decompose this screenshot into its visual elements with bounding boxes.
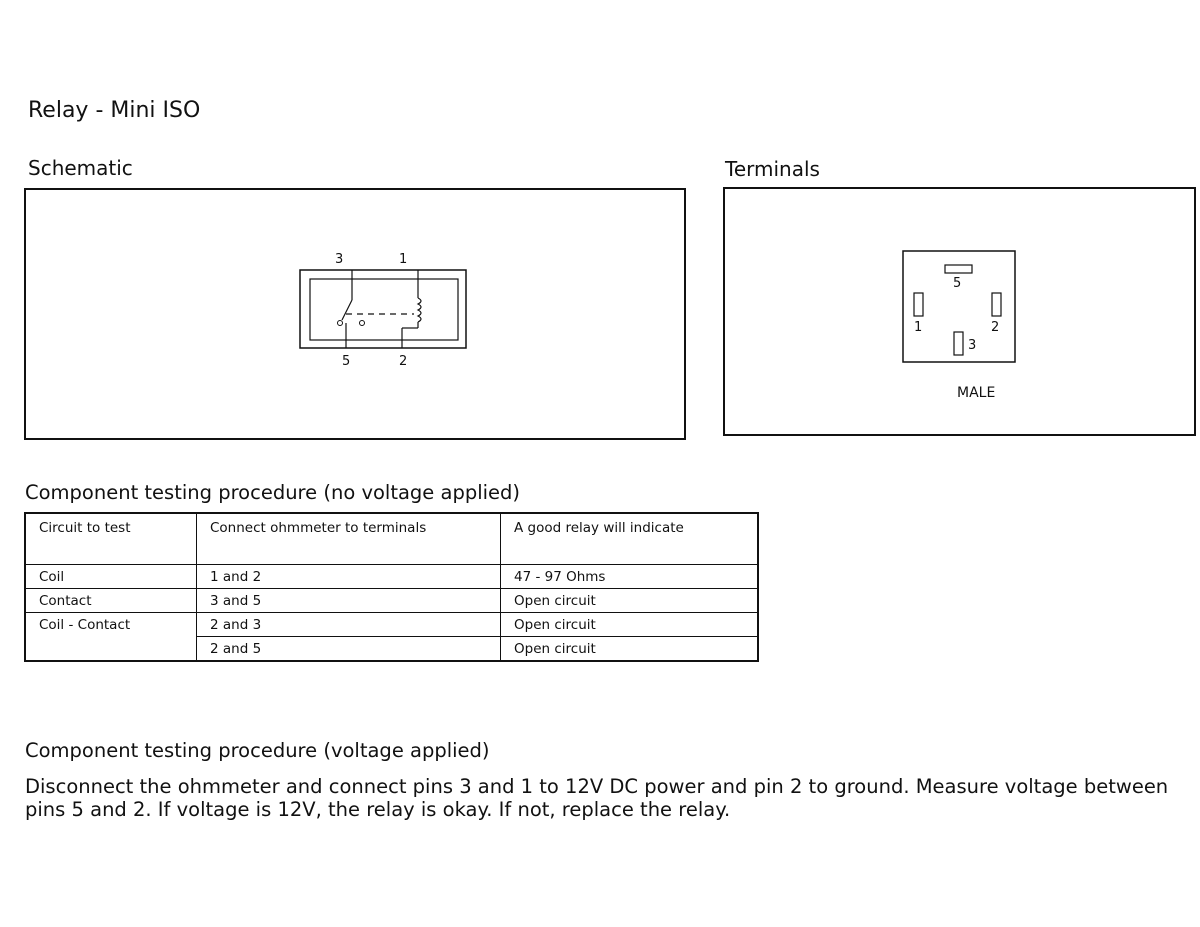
- terminal-3-label: 3: [968, 338, 977, 353]
- schematic-pin-1-label: 1: [399, 252, 408, 267]
- ohmmeter-test-table: [24, 512, 759, 662]
- cell-circuit: Coil: [25, 565, 197, 589]
- cell-terminals: 3 and 5: [197, 589, 501, 613]
- table-row: [25, 589, 758, 613]
- terminal-3-blade: [954, 332, 963, 355]
- column-header-result: A good relay will indicate: [501, 513, 759, 565]
- schematic-pin-3-label: 3: [335, 252, 344, 267]
- cell-result: Open circuit: [501, 613, 759, 637]
- terminal-5-label: 5: [953, 276, 962, 291]
- voltage-procedure-title: Component testing procedure (voltage applied): [25, 739, 490, 762]
- connector-outline: [903, 251, 1015, 362]
- relay-outer-outline: [300, 270, 466, 348]
- terminals-heading: Terminals: [725, 157, 820, 181]
- cell-terminals: 1 and 2: [197, 565, 501, 589]
- switch-contact-left: [338, 321, 343, 326]
- schematic-pin-5-label: 5: [342, 354, 351, 369]
- terminals-panel: [723, 187, 1196, 436]
- terminal-5-blade: [945, 265, 972, 273]
- cell-circuit: [25, 637, 197, 662]
- switch-contact-right: [360, 321, 365, 326]
- terminal-2-label: 2: [991, 320, 1000, 335]
- cell-result: Open circuit: [501, 589, 759, 613]
- terminal-2-blade: [992, 293, 1001, 316]
- cell-result: 47 - 97 Ohms: [501, 565, 759, 589]
- table-header-row: [25, 513, 758, 565]
- schematic-panel: [24, 188, 686, 440]
- schematic-pin-2-label: 2: [399, 354, 408, 369]
- cell-circuit: Coil - Contact: [25, 613, 197, 637]
- relay-terminal-diagram: [725, 189, 1194, 434]
- table-row: [25, 613, 758, 637]
- cell-terminals: 2 and 5: [197, 637, 501, 662]
- table-row: [25, 565, 758, 589]
- voltage-procedure-text: Disconnect the ohmmeter and connect pins 3 and 1 to 12V DC power and pin 2 to ground. Measure voltage between pins 5 and 2. If voltage is 12V, the relay is okay. If not, replace the relay.: [25, 775, 1169, 821]
- coil-winding: [418, 298, 421, 322]
- relay-inner-outline: [310, 279, 458, 340]
- table-row: [25, 637, 758, 662]
- connector-gender-caption: MALE: [957, 385, 996, 401]
- cell-result: Open circuit: [501, 637, 759, 662]
- column-header-circuit: Circuit to test: [25, 513, 197, 565]
- terminal-1-blade: [914, 293, 923, 316]
- relay-schematic-diagram: [26, 190, 684, 438]
- schematic-heading: Schematic: [28, 156, 133, 180]
- switch-arm: [342, 300, 352, 320]
- cell-circuit: Contact: [25, 589, 197, 613]
- no-voltage-procedure-title: Component testing procedure (no voltage applied): [25, 481, 521, 504]
- page-title: Relay - Mini ISO: [28, 98, 201, 123]
- terminal-1-label: 1: [914, 320, 923, 335]
- cell-terminals: 2 and 3: [197, 613, 501, 637]
- column-header-terminals: Connect ohmmeter to terminals: [197, 513, 501, 565]
